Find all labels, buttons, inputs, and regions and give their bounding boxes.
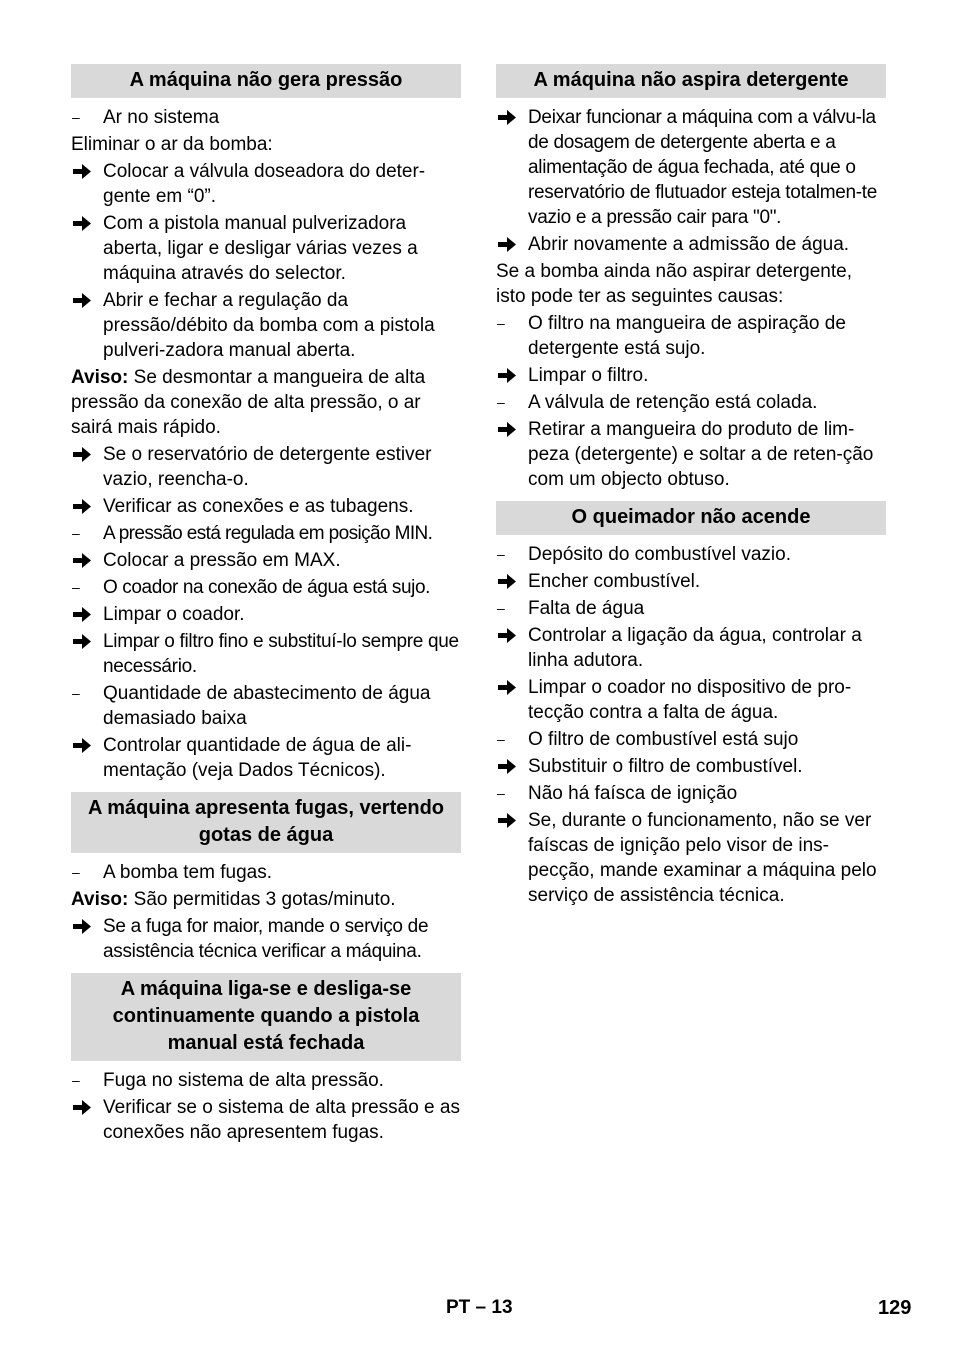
- paragraph: Eliminar o ar da bomba:: [71, 134, 273, 155]
- remedy-item: Substituir o filtro de combustível.: [496, 754, 886, 779]
- remedy-item: Controlar a ligação da água, controlar a linha adutora.: [496, 623, 886, 673]
- section-heading: O queimador não acende: [496, 501, 886, 535]
- cause-item: – Falta de água: [497, 598, 645, 619]
- remedy-item: Limpar o filtro.: [496, 363, 886, 388]
- remedy-item: Encher combustível.: [496, 569, 886, 594]
- section-heading: A máquina não gera pressão: [71, 64, 461, 98]
- cause-item: – Depósito do combustível vazio.: [497, 544, 791, 565]
- remedy-item: Deixar funcionar a máquina com a válvu-la de dosagem de detergente aberta e a alimentação de água fechada, até que o reservatório de flutuador esteja totalmen-te vazio e a pressão cair para "0".: [496, 105, 886, 230]
- dash-icon: –: [72, 1072, 80, 1088]
- remedy-item: Se, durante o funcionamento, não se ver faíscas de ignição pelo visor de ins-pecção, mande examinar a máquina pelo serviço de assistência técnica.: [496, 808, 886, 908]
- cause-item: – A bomba tem fugas.: [72, 862, 272, 883]
- remedy-item: Se a fuga for maior, mande o serviço de assistência técnica verificar a máquina.: [71, 914, 461, 964]
- note: Aviso: Se desmontar a mangueira de alta pressão da conexão de alta pressão, o ar sairá mais rápido.: [71, 367, 426, 438]
- dash-icon: –: [497, 600, 505, 616]
- remedy-item: Abrir novamente a admissão de água.: [496, 232, 886, 257]
- dash-icon: –: [497, 785, 505, 801]
- dash-icon: –: [497, 315, 505, 331]
- section-heading: A máquina não aspira detergente: [496, 64, 886, 98]
- right-column: [496, 64, 886, 910]
- dash-icon: –: [72, 864, 80, 880]
- section-heading: A máquina apresenta fugas, vertendo gotas de água: [71, 792, 461, 853]
- dash-icon: –: [72, 685, 80, 701]
- remedy-item: Colocar a pressão em MAX.: [71, 548, 461, 573]
- paragraph: Se a bomba ainda não aspirar detergente, isto pode ter as seguintes causas:: [496, 261, 852, 307]
- dash-icon: –: [72, 109, 80, 125]
- dash-icon: –: [72, 579, 80, 595]
- dash-icon: –: [497, 731, 505, 747]
- remedy-item: Controlar quantidade de água de ali-mentação (veja Dados Técnicos).: [71, 733, 461, 783]
- note-label: Aviso:: [71, 889, 129, 910]
- cause-item: – Fuga no sistema de alta pressão.: [72, 1070, 384, 1091]
- cause-item: – Quantidade de abastecimento de água demasiado baixa: [72, 683, 431, 729]
- dash-icon: –: [497, 394, 505, 410]
- remedy-item: Limpar o filtro fino e substituí-lo sempre que necessário.: [71, 629, 461, 679]
- note: Aviso: São permitidas 3 gotas/minuto.: [71, 889, 396, 910]
- remedy-item: Se o reservatório de detergente estiver vazio, reencha-o.: [71, 442, 461, 492]
- cause-item: – Ar no sistema: [72, 107, 220, 128]
- cause-item: – Não há faísca de ignição: [497, 783, 738, 804]
- dash-icon: –: [497, 546, 505, 562]
- remedy-item: Com a pistola manual pulverizadora aberta, ligar e desligar várias vezes a máquina através do selector.: [71, 211, 461, 286]
- cause-item: – A válvula de retenção está colada.: [497, 392, 818, 413]
- remedy-item: Retirar a mangueira do produto de lim-peza (detergente) e soltar a de reten-ção com um objecto obtuso.: [496, 417, 886, 492]
- page-number: 129: [878, 1297, 912, 1319]
- remedy-item: Limpar o coador.: [71, 602, 461, 627]
- cause-item: – A pressão está regulada em posição MIN.: [72, 523, 433, 544]
- cause-item: – O filtro na mangueira de aspiração de detergente está sujo.: [497, 313, 846, 359]
- section-heading: A máquina liga-se e desliga-se continuamente quando a pistola manual está fechada: [71, 973, 461, 1061]
- dash-icon: –: [72, 525, 80, 541]
- note-label: Aviso:: [71, 367, 129, 388]
- remedy-item: Colocar a válvula doseadora do deter-gente em “0”.: [71, 159, 461, 209]
- remedy-item: Abrir e fechar a regulação da pressão/débito da bomba com a pistola pulveri-zadora manual aberta.: [71, 288, 461, 363]
- remedy-item: Limpar o coador no dispositivo de pro-tecção contra a falta de água.: [496, 675, 886, 725]
- remedy-item: Verificar as conexões e as tubagens.: [71, 494, 461, 519]
- cause-item: – O coador na conexão de água está sujo.: [72, 577, 431, 598]
- section-page-label: PT – 13: [446, 1297, 513, 1318]
- left-column: [71, 64, 461, 1147]
- remedy-item: Verificar se o sistema de alta pressão e as conexões não apresentem fugas.: [71, 1095, 461, 1145]
- cause-item: – O filtro de combustível está sujo: [497, 729, 799, 750]
